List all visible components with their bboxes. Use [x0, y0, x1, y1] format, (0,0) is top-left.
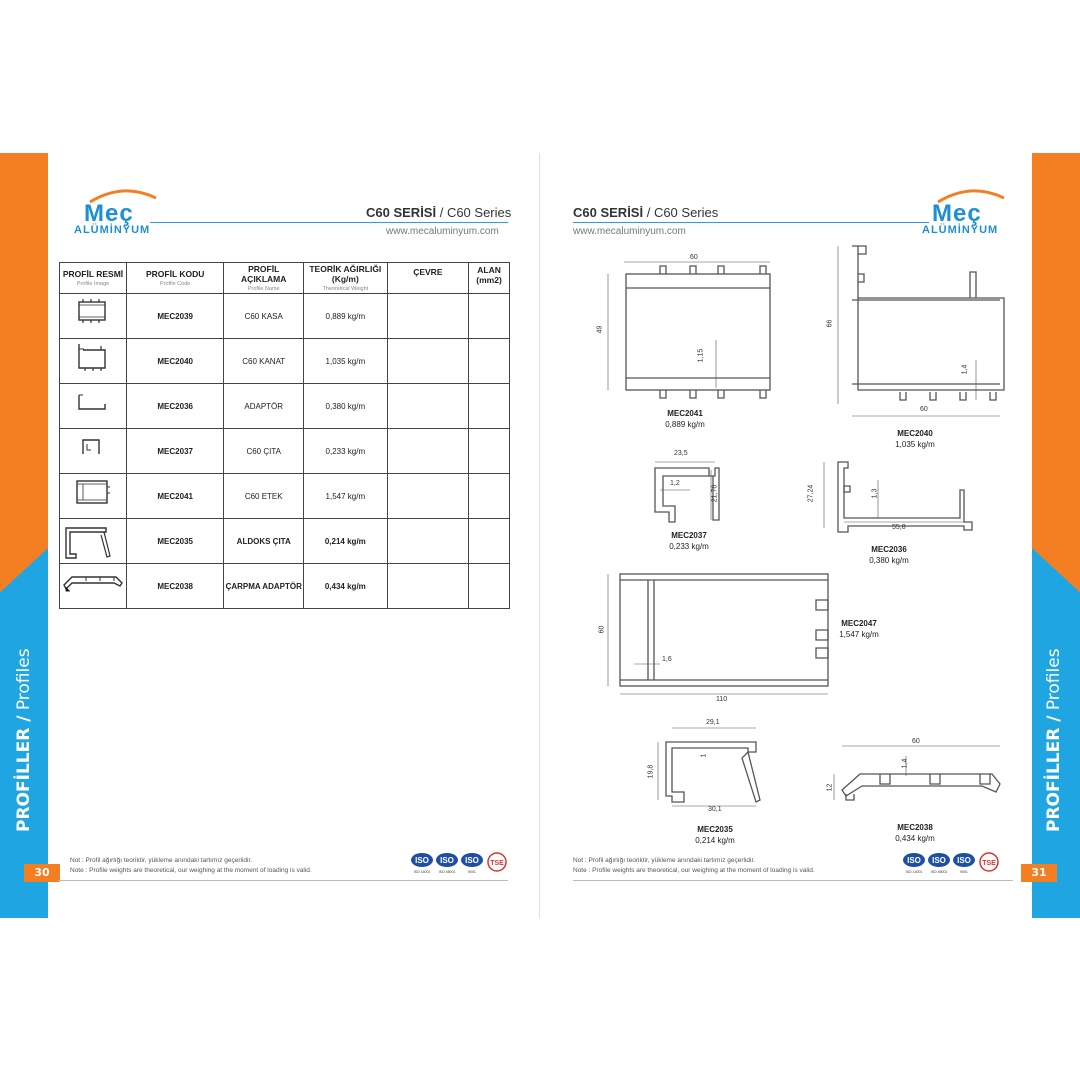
svg-text:ISO: ISO [415, 856, 429, 865]
left-series-title: C60 SERİSİ / C60 Series [366, 205, 512, 220]
profile-code-cell: MEC2041 [127, 474, 224, 519]
right-side-tab-label: PROFİLLER / Profiles [1044, 648, 1064, 832]
label-mec2035: MEC2035 0,214 kg/m [695, 825, 735, 845]
logo-brand: Meç [932, 200, 982, 227]
label-mec2037: MEC2037 0,233 kg/m [669, 531, 709, 551]
col-profile-code: PROFİL KODU Profile Code [127, 263, 224, 294]
dim-label: 1,3 [871, 488, 879, 499]
profile-code-cell: MEC2039 [127, 294, 224, 339]
dim-label: 60 [598, 625, 606, 634]
dim-label: 110 [716, 696, 728, 703]
right-page-number: 31 [1021, 864, 1057, 882]
dim-label: 1,15 [697, 348, 705, 363]
logo-sub: ALÜMİNYUM [74, 224, 151, 236]
profile-code-cell: MEC2035 [127, 519, 224, 564]
profile-code-cell: MEC2038 [127, 564, 224, 609]
drawing-mec2041-icon [608, 262, 770, 398]
dim-label: 60 [912, 738, 920, 745]
dim-label: 23,5 [674, 450, 688, 457]
drawing-mec2035-icon [658, 728, 760, 806]
left-website: www.mecaluminyum.com [386, 226, 499, 237]
dim-label: 1 [700, 753, 708, 758]
profile-weight-cell: 0,889 kg/m [304, 294, 388, 339]
col-alan: ALAN (mm2) [469, 263, 510, 294]
profile-weight-cell: 0,380 kg/m [304, 384, 388, 429]
dim-label: 49 [596, 325, 604, 334]
dim-label: 1,4 [901, 758, 909, 769]
svg-text:9001: 9001 [960, 870, 968, 874]
svg-text:ISO: ISO [440, 856, 454, 865]
profile-name-cell: C60 ETEK [224, 474, 304, 519]
dim-label: 1,6 [662, 656, 672, 663]
profile-code-cell: MEC2036 [127, 384, 224, 429]
label-mec2040: MEC2040 1,035 kg/m [895, 429, 935, 449]
profile-name-cell: ÇARPMA ADAPTÖR [224, 564, 304, 609]
right-series-title: C60 SERİSİ / C60 Series [573, 205, 719, 220]
dim-label: 66 [826, 319, 834, 328]
profile-weight-cell: 1,547 kg/m [304, 474, 388, 519]
col-profile-image: PROFİL RESMİ Profile Image [60, 263, 127, 294]
left-page-number: 30 [24, 864, 60, 882]
drawing-mec2037-icon [655, 462, 719, 522]
profile-name-cell: C60 KASA [224, 294, 304, 339]
right-website: www.mecaluminyum.com [573, 226, 686, 237]
col-profile-name: PROFİL AÇIKLAMA Profile Name [224, 263, 304, 294]
dim-label: 12 [826, 783, 834, 792]
profile-name-cell: ADAPTÖR [224, 384, 304, 429]
logo-sub: ALÜMİNYUM [922, 224, 999, 236]
drawing-mec2040-icon [838, 246, 1004, 416]
dim-label: 60 [690, 254, 698, 261]
dim-label: 60 [920, 406, 928, 413]
svg-text:ISO 14001: ISO 14001 [905, 870, 923, 874]
label-mec2038: MEC2038 0,434 kg/m [895, 823, 935, 843]
svg-text:9001: 9001 [468, 870, 476, 874]
label-mec2047: MEC2047 1,547 kg/m [839, 619, 879, 639]
note-tr: Not : Profil ağırlığı teoriktir, yükleme anındaki tartımız geçerlidir. [573, 857, 756, 864]
col-cevre: ÇEVRE [387, 263, 468, 294]
dim-label: 30,1 [708, 806, 722, 813]
dim-label: 27,24 [807, 484, 815, 503]
profile-code-cell: MEC2037 [127, 429, 224, 474]
svg-text:ISO 45001: ISO 45001 [930, 870, 948, 874]
profile-weight-cell: 0,214 kg/m [304, 519, 388, 564]
dim-label: 55,8 [892, 524, 906, 531]
profile-weight-cell: 0,233 kg/m [304, 429, 388, 474]
profile-name-cell: ALDOKS ÇITA [224, 519, 304, 564]
svg-text:TSE: TSE [982, 860, 996, 867]
profile-code-cell: MEC2040 [127, 339, 224, 384]
col-weight: TEORİK AĞIRLIĞI (Kg/m) Theoretical Weight [304, 263, 388, 294]
profile-weight-cell: 0,434 kg/m [304, 564, 388, 609]
drawing-mec2047-icon [608, 574, 828, 694]
left-side-tab-label: PROFİLLER / Profiles [14, 648, 34, 832]
svg-text:ISO: ISO [907, 856, 921, 865]
label-mec2036: MEC2036 0,380 kg/m [869, 545, 909, 565]
svg-text:TSE: TSE [490, 860, 504, 867]
svg-text:ISO: ISO [465, 856, 479, 865]
svg-text:ISO 45001: ISO 45001 [438, 870, 456, 874]
dim-label: 1,4 [961, 364, 969, 375]
logo-brand: Meç [84, 200, 134, 227]
svg-text:ISO: ISO [932, 856, 946, 865]
dim-label: 1,2 [670, 480, 680, 487]
drawing-mec2036-icon [824, 462, 972, 532]
note-tr: Not : Profil ağırlığı teoriktir, yükleme anındaki tartımız geçerlidir. [70, 857, 253, 864]
dim-label: 19,8 [647, 764, 655, 779]
label-mec2041: MEC2041 0,889 kg/m [665, 409, 705, 429]
svg-text:ISO: ISO [957, 856, 971, 865]
svg-text:ISO 14001: ISO 14001 [413, 870, 431, 874]
drawing-mec2038-icon [834, 746, 1000, 800]
dim-label: 29,1 [706, 719, 720, 726]
profile-weight-cell: 1,035 kg/m [304, 339, 388, 384]
note-en: Note : Profile weights are theoretical, our weighing at the moment of loading is valid. [573, 867, 815, 874]
note-en: Note : Profile weights are theoretical, our weighing at the moment of loading is valid. [70, 867, 312, 874]
profile-name-cell: C60 ÇITA [224, 429, 304, 474]
profile-name-cell: C60 KANAT [224, 339, 304, 384]
dim-label: 21,76 [711, 484, 719, 503]
